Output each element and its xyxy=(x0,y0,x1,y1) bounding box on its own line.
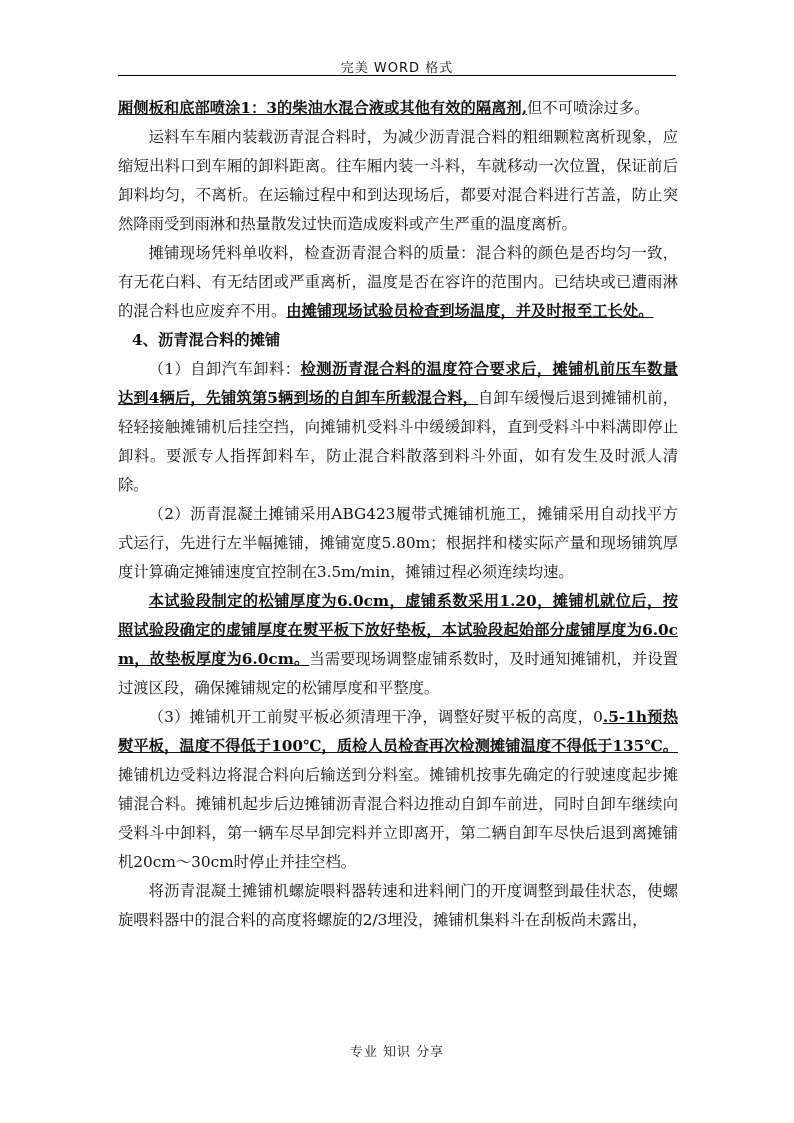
paragraph xyxy=(118,703,678,877)
emphasized-text: 本试验段制定的松铺厚度为6.0cm，虚铺系数采用1.20，摊铺机就位后，按照试验段确定的虚铺厚度在熨平板下放好垫板，本试验段起始部分虚铺厚度为6.0cm，故垫板厚度为6.0cm。 xyxy=(118,592,678,668)
text-run: 自卸车缓慢后退到摊铺机前，轻轻接触摊铺机后挂空挡，向摊铺机受料斗中缓缓卸料，直到受料斗中料满即停止卸料。要派专人指挥卸料车，防止混合料散落到料斗外面，如有发生及时派人清除。 xyxy=(118,389,678,494)
paragraph xyxy=(118,355,678,500)
header-divider xyxy=(118,75,676,76)
page-header: 完美 WORD 格式 xyxy=(340,61,454,76)
text-run: 将沥青混凝土摊铺机螺旋喂料器转速和进料闸门的开度调整到最佳状态，使螺旋喂料器中的混合料的高度将螺旋的2/3埋没，摊铺机集料斗在刮板尚未露出， xyxy=(118,882,678,929)
text-run: 但不可喷涂过多。 xyxy=(527,99,650,117)
text-run: （1）自卸汽车卸料： xyxy=(148,360,301,378)
document-body xyxy=(118,94,678,935)
paragraph xyxy=(118,123,678,239)
emphasized-text: .5-1h预热熨平板，温度不得低于100℃，质检人员检查再次检测摊铺温度不得低于135℃。 xyxy=(118,708,678,755)
emphasized-text: 由摊铺现场试验员检查到场温度，并及时报至工长处。 xyxy=(286,302,654,320)
paragraph xyxy=(118,877,678,935)
paragraph xyxy=(118,500,678,587)
text-run: （3）摊铺机开工前熨平板必须清理干净，调整好熨平板的高度，0 xyxy=(148,708,603,726)
emphasized-text: 检测沥青混合料的温度符合要求后，摊铺机前压车数量达到4辆后，先铺筑第5辆到场的自卸车所载混合料， xyxy=(118,360,678,407)
section-heading xyxy=(118,326,678,355)
text-run: 运料车车厢内装载沥青混合料时，为减少沥青混合料的粗细颗粒离析现象，应缩短出料口到车厢的卸料距离。往车厢内装一斗料，车就移动一次位置，保证前后卸料均匀，不离析。在运输过程中和到达现场后，都要对混合料进行苫盖，防止突然降雨受到雨淋和热量散发过快而造成废料或产生严重的温度离析。 xyxy=(118,128,678,233)
emphasized-text: 厢侧板和底部喷涂1：3的柴油水混合液或其他有效的隔离剂, xyxy=(118,99,528,117)
paragraph xyxy=(118,94,678,123)
text-run: 当需要现场调整虚铺系数时，及时通知摊铺机，并设置过渡区段，确保摊铺规定的松铺厚度和平整度。 xyxy=(118,650,678,697)
emphasized-text: 4、沥青混合料的摊铺 xyxy=(132,331,281,349)
text-run: （2）沥青混凝土摊铺采用ABG423履带式摊铺机施工，摊铺采用自动找平方式运行，先进行左半幅摊铺，摊铺宽度5.80m；根据拌和楼实际产量和现场铺筑厚度计算确定摊铺速度宜控制在3.5m/min，摊铺过程必须连续均速。 xyxy=(118,505,678,581)
page-footer: 专业 知识 分享 xyxy=(349,1045,445,1060)
paragraph xyxy=(118,239,678,326)
paragraph xyxy=(118,587,678,703)
text-run: 摊铺现场凭料单收料，检查沥青混合料的质量：混合料的颜色是否均匀一致，有无花白料、有无结团或严重离析，温度是否在容许的范围内。已结块或已遭雨淋的混合料也应废弃不用。 xyxy=(118,244,678,320)
text-run: 摊铺机边受料边将混合料向后输送到分料室。摊铺机按事先确定的行驶速度起步摊铺混合料。摊铺机起步后边摊铺沥青混合料边推动自卸车前进，同时自卸车继续向受料斗中卸料，第一辆车尽早卸完料并立即离开，第二辆自卸车尽快后退到离摊铺机20cm～30cm时停止并挂空档。 xyxy=(118,766,678,871)
